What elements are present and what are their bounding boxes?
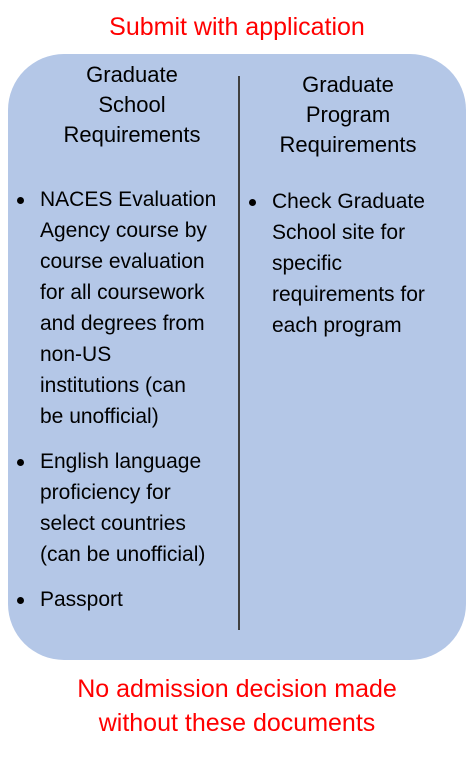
bullet-line: NACES Evaluation <box>40 188 217 211</box>
requirement-passport <box>12 584 234 615</box>
bullet-line: English language <box>40 450 202 473</box>
bullet-icon <box>17 459 24 466</box>
bullet-line: course evaluation <box>40 250 205 273</box>
bullet-line: each program <box>272 314 402 337</box>
bullet-icon <box>17 597 24 604</box>
caption-line: without these documents <box>98 709 376 737</box>
bullet-line: non-US <box>40 343 112 366</box>
heading-line: Program <box>305 102 391 127</box>
bullet-line: institutions (can <box>40 374 186 397</box>
bullet-line: requirements for <box>272 283 425 306</box>
bullet-line: School site for <box>272 221 406 244</box>
bullet-icon <box>17 197 24 204</box>
requirements-card <box>8 54 466 660</box>
bullet-line: for all coursework <box>40 281 205 304</box>
heading-line: Graduate <box>302 72 394 97</box>
graduate-program-heading <box>244 70 452 160</box>
bullet-line: and degrees from <box>40 312 205 335</box>
heading-line: Requirements <box>279 132 417 157</box>
top-caption: Submit with application <box>109 13 365 41</box>
bullet-line: select countries <box>40 512 186 535</box>
heading-line: Graduate <box>86 62 178 87</box>
bullet-line: (can be unofficial) <box>40 543 206 566</box>
bullet-line: proficiency for <box>40 481 171 504</box>
heading-line: School <box>98 92 166 117</box>
graduate-school-requirements-list <box>12 184 234 629</box>
bullet-line: Check Graduate <box>272 190 425 213</box>
bullet-line: Passport <box>40 588 123 611</box>
bullet-line: be unofficial) <box>40 405 159 428</box>
caption-line: No admission decision made <box>77 675 397 703</box>
graduate-school-heading <box>28 60 236 150</box>
requirement-english-proficiency <box>12 446 234 570</box>
column-divider <box>238 76 240 630</box>
bottom-caption <box>0 672 474 740</box>
graduate-program-requirements-list <box>244 186 454 355</box>
bullet-line: specific <box>272 252 343 275</box>
requirement-naces-evaluation <box>12 184 234 432</box>
bullet-icon <box>249 199 256 206</box>
requirement-check-program-site <box>244 186 454 341</box>
heading-line: Requirements <box>63 122 201 147</box>
bullet-line: Agency course by <box>40 219 207 242</box>
